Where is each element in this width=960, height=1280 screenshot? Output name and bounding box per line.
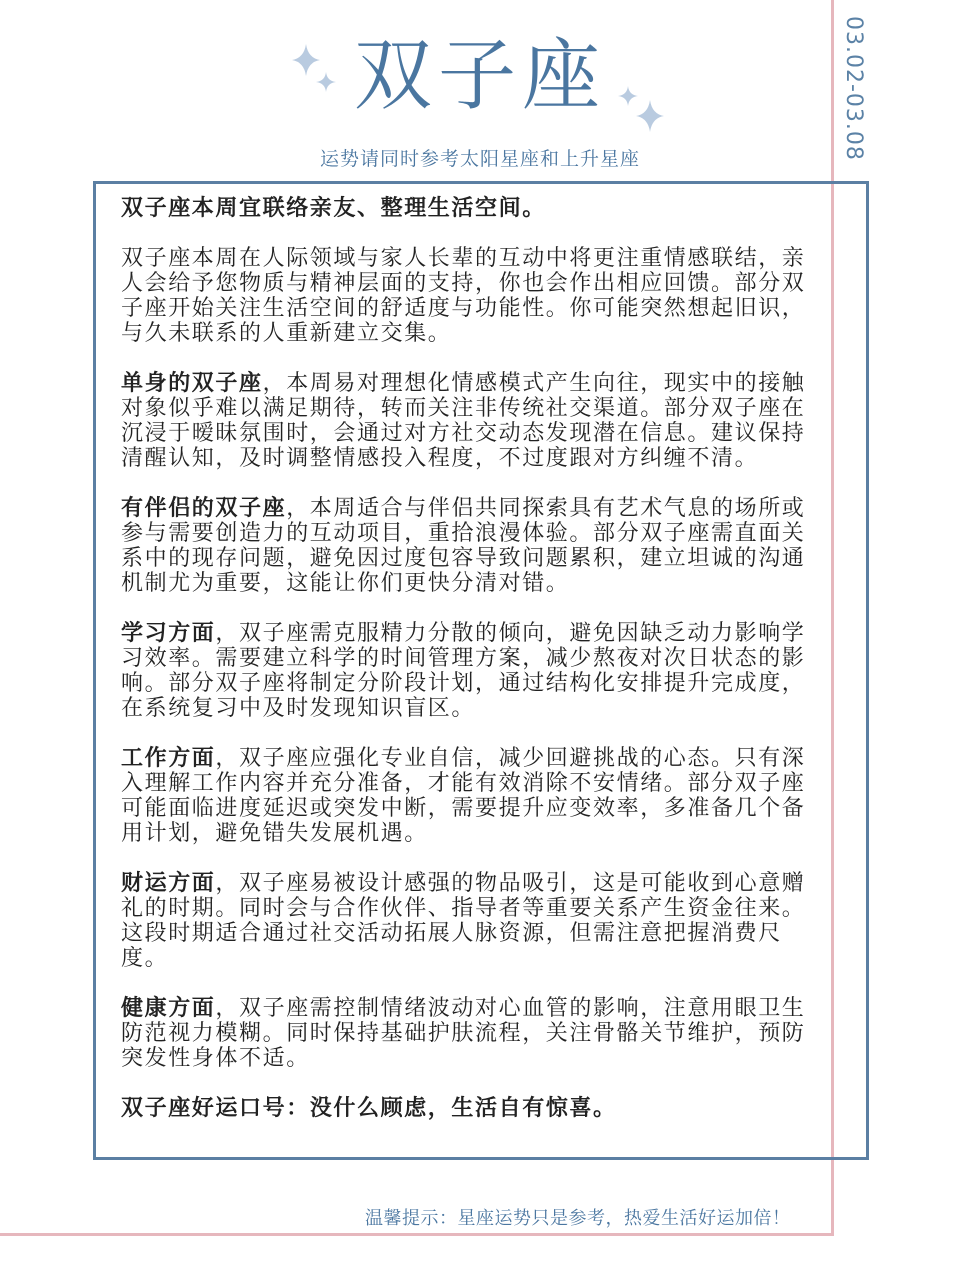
intro-paragraph: 双子座本周宜联络亲友、整理生活空间。 [121, 196, 546, 221]
subtitle: 运势请同时参考太阳星座和上升星座 [319, 148, 640, 170]
footer-tip: 温馨提示：星座运势只是参考，热爱生活好运加倍！ [365, 1208, 791, 1229]
sparkle-icon [286, 40, 346, 100]
study-paragraph: 学习方面，双子座需克服精力分散的倾向，避免因缺乏动力影响学习效率。需要建立科学的时间管理方案，减少熬夜对次日状态的影响。部分双子座将制定分阶段计划，通过结构化安排提升完成度，在系统复习中及时发现知识盲区。 [121, 621, 806, 721]
page-title: 双子座 [353, 31, 606, 121]
wealth-paragraph: 财运方面，双子座易被设计感强的物品吸引，这是可能收到心意赠礼的时期。同时会与合作伙伴、指导者等重要关系产生资金往来。这段时期适合通过社交活动拓展人脉资源，但需注意把握消费尺度。 [121, 871, 806, 971]
slogan-paragraph: 双子座好运口号：没什么顾虑，生活自有惊喜。 [121, 1096, 617, 1121]
date-range: 03.02-03.08 [841, 16, 866, 161]
horoscope-content [121, 196, 821, 1146]
pink-horizontal-line [0, 1233, 834, 1236]
partnered-paragraph: 有伴侣的双子座，本周适合与伴侣共同探索具有艺术气息的场所或参与需要创造力的互动项目，重拾浪漫体验。部分双子座需直面关系中的现存问题，避免因过度包容导致问题累积，建立坦诚的沟通机制尤为重要，这能让你们更快分清对错。 [121, 496, 806, 596]
work-paragraph: 工作方面，双子座应强化专业自信，减少回避挑战的心态。只有深入理解工作内容并充分准备，才能有效消除不安情绪。部分双子座可能面临进度延迟或突发中断，需要提升应变效率，多准备几个备用计划，避免错失发展机遇。 [121, 746, 806, 846]
single-paragraph: 单身的双子座，本周易对理想化情感模式产生向往，现实中的接触对象似乎难以满足期待，转而关注非传统社交渠道。部分双子座在沉浸于暧昧氛围时，会通过对方社交动态发现潜在信息。建议保持清醒认知，及时调整情感投入程度，不过度跟对方纠缠不清。 [121, 371, 806, 471]
health-paragraph: 健康方面，双子座需控制情绪波动对心血管的影响，注意用眼卫生防范视力模糊。同时保持基础护肤流程，关注骨骼关节维护，预防突发性身体不适。 [121, 996, 806, 1071]
overview-paragraph: 双子座本周在人际领域与家人长辈的互动中将更注重情感联结，亲人会给予您物质与精神层面的支持，你也会作出相应回馈。部分双子座开始关注生活空间的舒适度与功能性。你可能突然想起旧识，与久未联系的人重新建立交集。 [121, 246, 806, 346]
sparkle-icon [612, 82, 672, 142]
